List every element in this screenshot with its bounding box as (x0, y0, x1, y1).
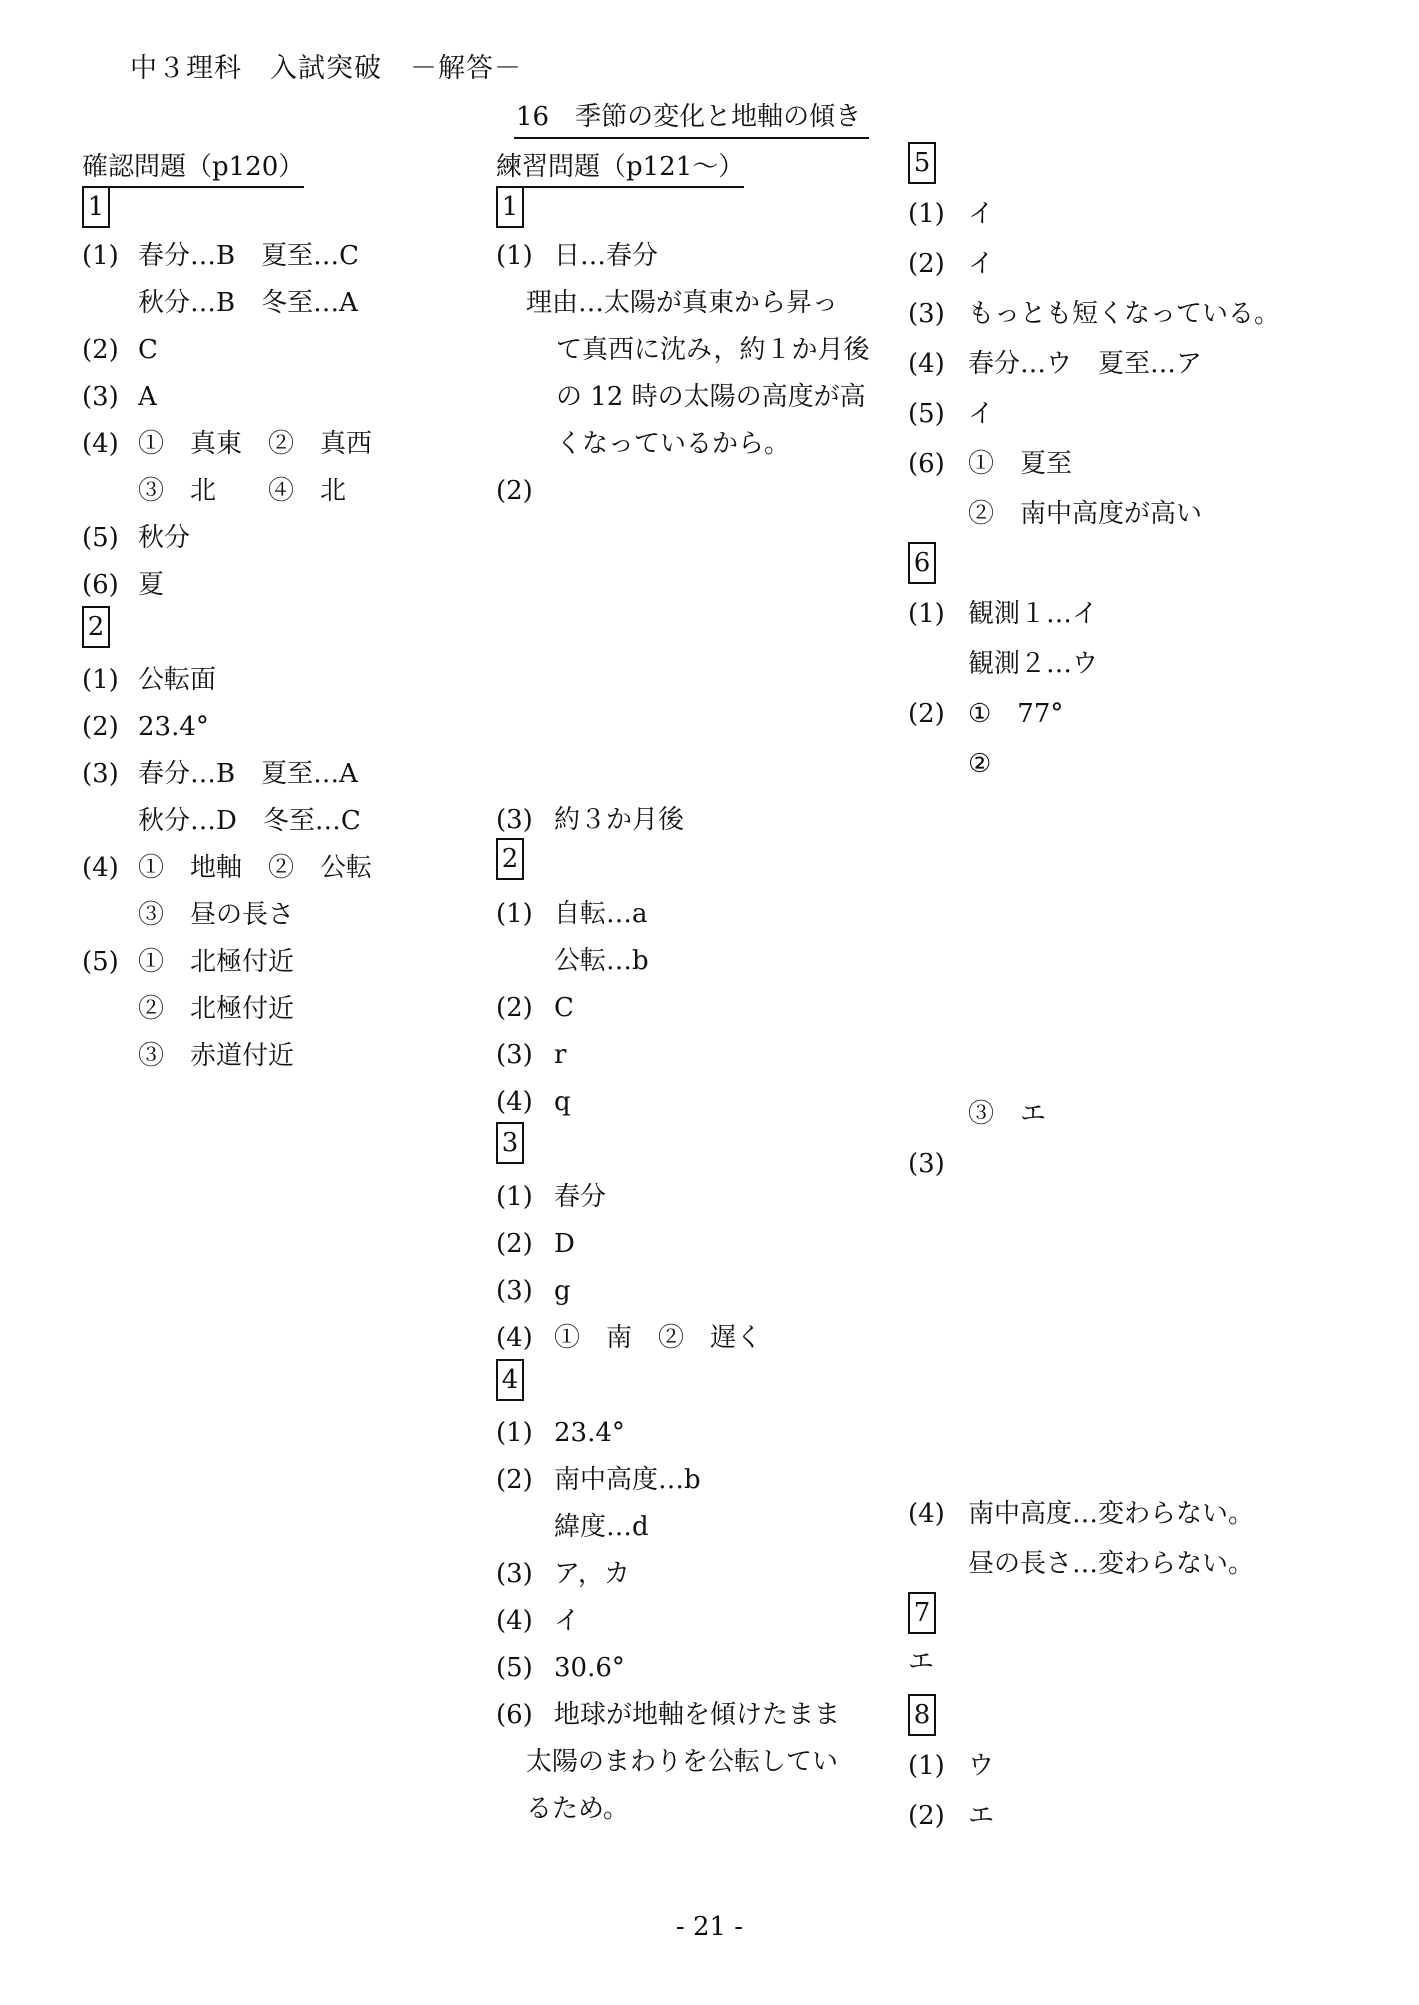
answer-text: るため。 (526, 1794, 629, 1824)
question-number: (4) (82, 429, 119, 459)
section-number-box: 5 (908, 142, 936, 184)
question-number: (4) (82, 853, 119, 883)
question-number: (2) (496, 993, 533, 1023)
answer-text: D (554, 1229, 575, 1259)
question-number: (3) (496, 1276, 533, 1306)
answer-text: r (554, 1040, 567, 1070)
section-number-box: 1 (496, 186, 524, 228)
question-number: (6) (908, 449, 945, 479)
section-number-box: 3 (496, 1122, 524, 1164)
answer-text: ② (968, 749, 992, 779)
page-header: 中３理科 入試突破 －解答－ (130, 53, 522, 84)
page-number: - 21 - (675, 1912, 744, 1942)
section-number-box: 6 (908, 542, 936, 584)
section-number-box: 2 (496, 838, 524, 880)
answer-text: 観測１…イ (968, 599, 1099, 629)
section-number-box: 2 (82, 606, 110, 648)
answer-text: 地球が地軸を傾けたまま (554, 1700, 841, 1730)
question-number: (3) (496, 1559, 533, 1589)
answer-text: 秋分…D 冬至…C (138, 806, 361, 836)
answer-text: ① 真東 ② 真西 (138, 429, 373, 459)
answer-text: の 12 時の太陽の高度が高 (556, 382, 866, 412)
answer-text: C (138, 335, 158, 365)
answer-text: 南中高度…変わらない。 (968, 1499, 1255, 1529)
answer-text: 公転…b (554, 946, 649, 976)
answer-text: くなっているから。 (556, 429, 791, 459)
question-number: (5) (908, 399, 945, 429)
answer-text: C (554, 993, 574, 1023)
answer-text: ② 北極付近 (138, 994, 295, 1024)
answer-text: ③ 昼の長さ (138, 900, 295, 930)
answer-text: て真西に沈み，約１か月後 (556, 335, 870, 365)
question-number: (2) (908, 1801, 945, 1831)
question-number: (6) (496, 1700, 533, 1730)
answer-text: 観測２…ウ (968, 649, 1099, 679)
question-number: (1) (496, 241, 533, 271)
column-heading-kakunin: 確認問題（p120） (82, 146, 304, 188)
answer-text: q (554, 1087, 571, 1117)
question-number: (5) (82, 523, 119, 553)
question-number: (5) (496, 1653, 533, 1683)
answer-text: 30.6° (554, 1653, 625, 1683)
question-number: (1) (82, 241, 119, 271)
answer-text: エ (968, 1801, 995, 1831)
answer-text: 23.4° (138, 712, 209, 742)
answer-text: 夏 (138, 570, 165, 600)
answer-text: ② 南中高度が高い (968, 499, 1203, 529)
answer-text: イ (554, 1606, 581, 1636)
question-number: (1) (908, 1751, 945, 1781)
answer-text: ③ 北 ④ 北 (138, 476, 347, 506)
question-number: (1) (908, 599, 945, 629)
answer-text: 南中高度…b (554, 1465, 701, 1495)
chapter-title: 16 季節の変化と地軸の傾き (514, 96, 869, 139)
answer-text: 春分…B 夏至…A (138, 759, 358, 789)
question-number: (1) (496, 1418, 533, 1448)
question-number: (1) (496, 899, 533, 929)
answer-text: エ (908, 1647, 935, 1677)
question-number: (4) (908, 1499, 945, 1529)
answer-text: ③ 赤道付近 (138, 1041, 295, 1071)
answer-text: 春分…B 夏至…C (138, 241, 360, 271)
section-number-box: 1 (82, 186, 110, 228)
answer-text: A (138, 382, 157, 412)
answer-text: 日…春分 (554, 241, 659, 271)
answer-text: 23.4° (554, 1418, 625, 1448)
answer-text: 理由…太陽が真東から昇っ (526, 288, 839, 318)
question-number: (3) (496, 1040, 533, 1070)
section-number-box: 8 (908, 1694, 936, 1736)
answer-text: 約３か月後 (554, 805, 685, 835)
question-number: (3) (82, 382, 119, 412)
answer-text: ① 地軸 ② 公転 (138, 853, 373, 883)
answer-text: g (554, 1276, 571, 1306)
answer-text: ① 北極付近 (138, 947, 295, 977)
question-number: (2) (82, 335, 119, 365)
question-number: (3) (908, 299, 945, 329)
answer-text: 春分…ウ 夏至…ア (968, 349, 1203, 379)
answer-text: ア，カ (554, 1559, 630, 1589)
question-number: (5) (82, 947, 119, 977)
question-number: (1) (82, 665, 119, 695)
section-number-box: 4 (496, 1359, 524, 1401)
answer-text: 春分 (554, 1182, 607, 1212)
answer-text: 秋分 (138, 523, 191, 553)
answer-text: ① 南 ② 遅く (554, 1323, 763, 1353)
question-number: (3) (82, 759, 119, 789)
question-number: (4) (496, 1323, 533, 1353)
answer-text: 公転面 (138, 665, 217, 695)
question-number: (2) (496, 1229, 533, 1259)
question-number: (3) (496, 805, 533, 835)
answer-text: イ (968, 399, 995, 429)
question-number: (1) (496, 1182, 533, 1212)
question-number: (1) (908, 199, 945, 229)
question-number: (6) (82, 570, 119, 600)
column-heading-renshu: 練習問題（p121～） (496, 146, 744, 188)
answer-text: もっとも短くなっている。 (968, 299, 1281, 329)
answer-text: 自転…a (554, 899, 648, 929)
answer-text: イ (968, 199, 995, 229)
question-number: (4) (496, 1606, 533, 1636)
question-number: (2) (496, 476, 533, 506)
question-number: (2) (908, 249, 945, 279)
answer-text: ウ (968, 1751, 995, 1781)
question-number: (4) (908, 349, 945, 379)
answer-text: ③ エ (968, 1099, 1047, 1129)
answer-text: 秋分…B 冬至…A (138, 288, 358, 318)
answer-text: ① 夏至 (968, 449, 1073, 479)
question-number: (2) (908, 699, 945, 729)
question-number: (3) (908, 1149, 945, 1179)
answer-text: 昼の長さ…変わらない。 (968, 1549, 1255, 1579)
answer-text: 太陽のまわりを公転してい (526, 1747, 839, 1777)
question-number: (2) (496, 1465, 533, 1495)
answer-text: イ (968, 249, 995, 279)
question-number: (2) (82, 712, 119, 742)
question-number: (4) (496, 1087, 533, 1117)
answer-text: ① 77° (968, 699, 1064, 729)
section-number-box: 7 (908, 1592, 936, 1634)
answer-text: 緯度…d (554, 1512, 649, 1542)
